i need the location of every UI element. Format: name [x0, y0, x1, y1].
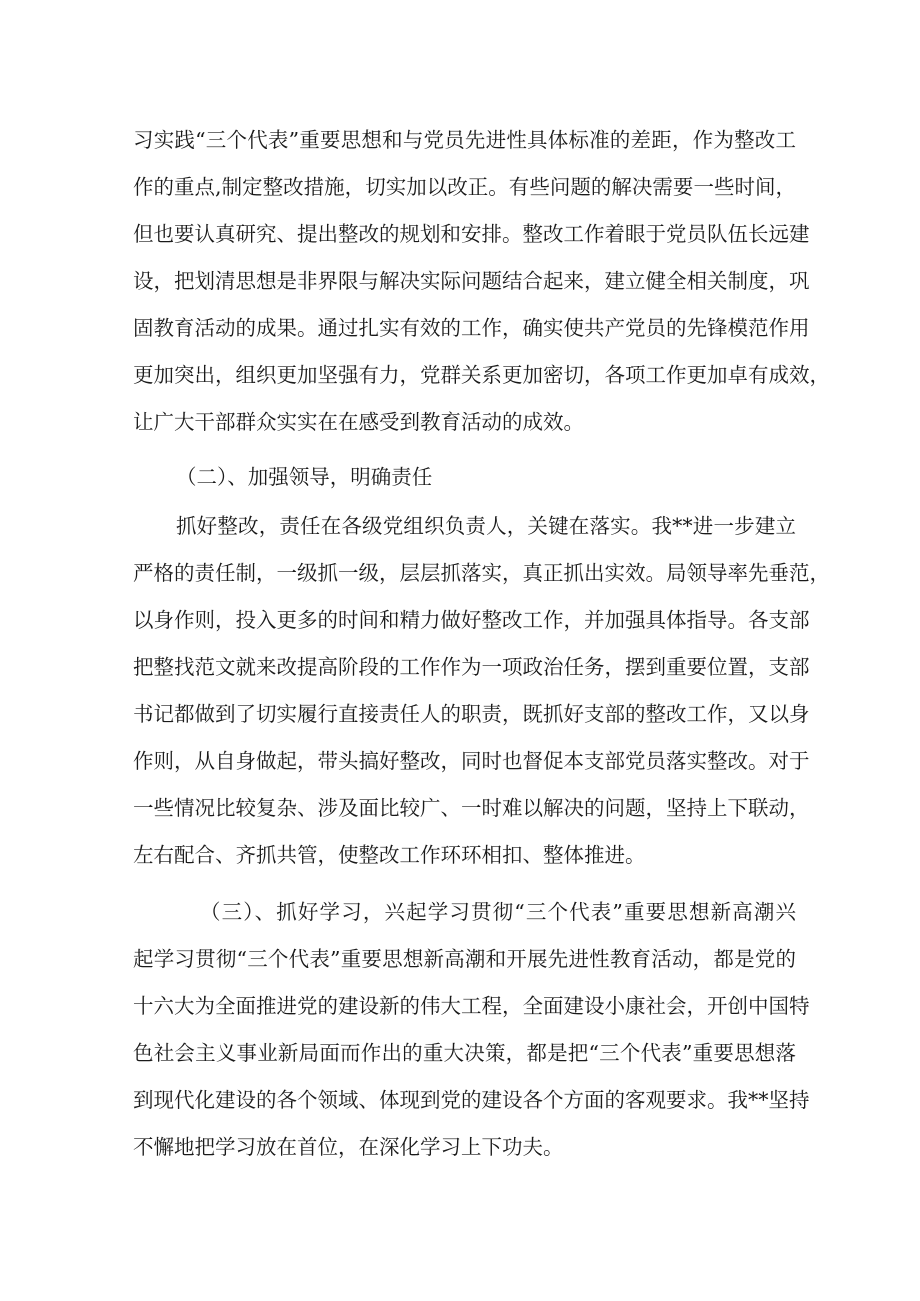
paragraph-line: 到现代化建设的各个领域、体现到党的建设各个方面的客观要求。我**坚持: [133, 1088, 810, 1112]
paragraph-line: 作的重点,制定整改措施，切实加以改正。有些问题的解决需要一些时间，: [133, 175, 796, 199]
paragraph-line: 书记都做到了切实履行直接责任人的职责，既抓好支部的整改工作，又以身: [133, 702, 810, 726]
paragraph-line: （三）、抓好学习，兴起学习贯彻“三个代表”重要思想新高潮兴: [200, 900, 796, 924]
paragraph-line: 一些情况比较复杂、涉及面比较广、一时难以解决的问题，坚持上下联动，: [133, 796, 810, 820]
paragraph-line: 习实践“三个代表”重要思想和与党员先进性具体标准的差距，作为整改工: [133, 128, 796, 152]
paragraph-line: 左右配合、齐抓共管，使整改工作环环相扣、整体推进。: [133, 843, 646, 867]
paragraph-line: 十六大为全面推进党的建设新的伟大工程，全面建设小康社会，开创中国特: [133, 994, 810, 1018]
paragraph-line: 起学习贯彻“三个代表”重要思想新高潮和开展先进性教育活动，都是党的: [133, 947, 796, 971]
paragraph-line: 固教育活动的成果。通过扎实有效的工作，确实使共产党员的先锋模范作用: [133, 316, 810, 340]
paragraph-line: 更加突出，组织更加坚强有力，党群关系更加密切，各项工作更加卓有成效，: [133, 363, 830, 387]
paragraph-line: 以身作则，投入更多的时间和精力做好整改工作，并加强具体指导。各支部: [133, 608, 810, 632]
paragraph-line: 严格的责任制，一级抓一级，层层抓落实，真正抓出实效。局领导率先垂范，: [133, 561, 830, 585]
paragraph-line: 把整找范文就来改提高阶段的工作作为一项政治任务，摆到重要位置，支部: [133, 655, 810, 679]
paragraph-line: 但也要认真研究、提出整改的规划和安排。整改工作着眼于党员队伍长远建: [133, 222, 810, 246]
paragraph-line: 让广大干部群众实实在在感受到教育活动的成效。: [133, 410, 584, 434]
section-heading-2: （二）、加强领导，明确责任: [176, 465, 433, 489]
paragraph-line: 设，把划清思想是非界限与解决实际问题结合起来，建立健全相关制度，巩: [133, 269, 810, 293]
paragraph-line: 抓好整改，责任在各级党组织负责人，关键在落实。我**进一步建立: [176, 514, 796, 538]
paragraph-line: 作则，从自身做起，带头搞好整改，同时也督促本支部党员落实整改。对于: [133, 749, 810, 773]
paragraph-line: 色社会主义事业新局面而作出的重大决策，都是把“三个代表”重要思想落: [133, 1041, 796, 1065]
paragraph-line: 不懈地把学习放在首位，在深化学习上下功夫。: [133, 1135, 564, 1159]
